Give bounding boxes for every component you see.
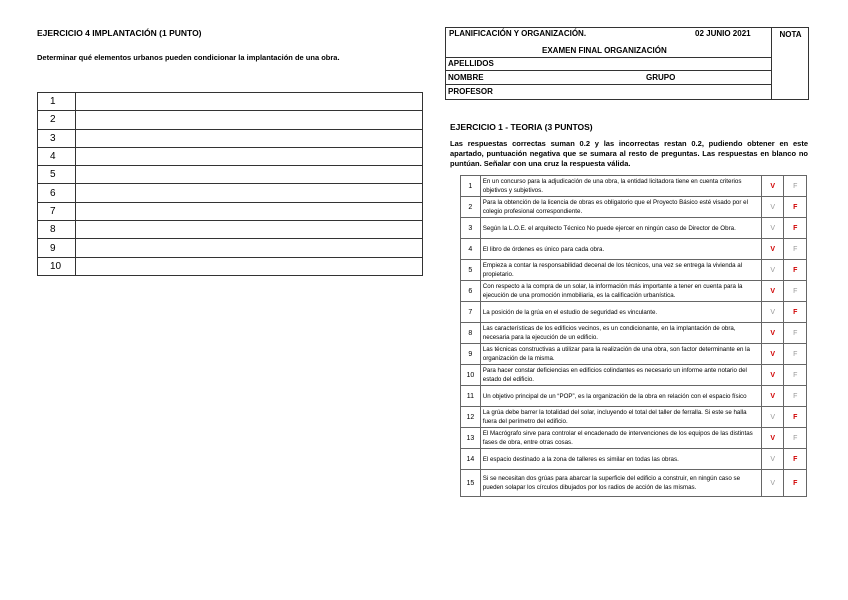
option-f-label: F: [793, 479, 798, 487]
question-number: 1: [461, 176, 481, 197]
nombre-label: NOMBRE: [448, 73, 484, 82]
option-f-cell[interactable]: [784, 344, 807, 365]
option-v-label: V: [770, 266, 775, 274]
question-row: [461, 176, 807, 197]
apellidos-row[interactable]: [446, 58, 771, 71]
question-row: [461, 365, 807, 386]
question-number: 5: [461, 260, 481, 281]
option-f-cell[interactable]: [784, 197, 807, 218]
answer-field[interactable]: [76, 93, 423, 111]
option-f-cell[interactable]: [784, 239, 807, 260]
question-text: El Macrógrafo sirve para controlar el encadenado de intervenciones de los equipos de las distintas fases de obra, entre otras cosas.: [480, 428, 761, 449]
answer-row: [38, 184, 423, 202]
option-v-cell[interactable]: [761, 449, 784, 470]
option-f-cell[interactable]: [784, 281, 807, 302]
answer-field[interactable]: [76, 184, 423, 202]
question-row: [461, 260, 807, 281]
option-f-cell[interactable]: [784, 470, 807, 497]
option-v-label: V: [770, 413, 775, 421]
question-table: [460, 175, 807, 497]
option-f-cell[interactable]: [784, 218, 807, 239]
option-f-cell[interactable]: [784, 449, 807, 470]
option-f-label: F: [793, 434, 798, 442]
option-f-label: F: [793, 245, 798, 253]
option-f-label: F: [793, 266, 798, 274]
nombre-row[interactable]: [446, 71, 771, 85]
answer-row-number: 1: [38, 93, 76, 111]
question-text: Empieza a contar la responsabilidad decenal de los técnicos, una vez se entrega la vivienda al propietario.: [480, 260, 761, 281]
answer-row-number: 10: [38, 257, 76, 275]
question-number: 3: [461, 218, 481, 239]
answer-row-number: 5: [38, 166, 76, 184]
question-text: El espacio destinado a la zona de talleres es similar en todas las obras.: [480, 449, 761, 470]
answer-row-number: 8: [38, 221, 76, 239]
question-text: Para hacer constar deficiencias en edificios colindantes es necesario un informe ante notario del estado del edificio.: [480, 365, 761, 386]
option-f-label: F: [793, 182, 798, 190]
option-f-label: F: [793, 350, 798, 358]
question-number: 12: [461, 407, 481, 428]
question-text: Con respecto a la compra de un solar, la información más importante a tener en cuenta para la ejecución de una promoción inmobiliaria, es la calificación urbanística.: [480, 281, 761, 302]
answer-row-number: 3: [38, 129, 76, 147]
exam-header: [445, 27, 809, 100]
course-title: PLANIFICACIÓN Y ORGANIZACIÓN.: [449, 29, 587, 38]
option-v-cell[interactable]: [761, 407, 784, 428]
option-v-label: V: [770, 434, 775, 442]
question-row: [461, 428, 807, 449]
option-f-label: F: [793, 203, 798, 211]
answer-field[interactable]: [76, 166, 423, 184]
answer-field[interactable]: [76, 239, 423, 257]
option-v-cell[interactable]: [761, 365, 784, 386]
question-number: 7: [461, 302, 481, 323]
apellidos-label: APELLIDOS: [448, 59, 494, 68]
question-row: [461, 197, 807, 218]
question-row: [461, 470, 807, 497]
profesor-label: PROFESOR: [448, 87, 493, 96]
header-title-row: [446, 28, 771, 58]
question-text: La grúa debe barrer la totalidad del solar, incluyendo el total del taller de ferralla. Si este se halla fuera del perímetro del edificio.: [480, 407, 761, 428]
option-v-cell[interactable]: [761, 323, 784, 344]
answer-row-number: 7: [38, 202, 76, 220]
question-number: 14: [461, 449, 481, 470]
answer-row-number: 4: [38, 147, 76, 165]
question-text: Si se necesitan dos grúas para abarcar la superficie del edificio a construir, en ningún caso se pueden solapar los círculos dibujados por los radios de acción de las mismas.: [480, 470, 761, 497]
option-f-cell[interactable]: [784, 407, 807, 428]
question-row: [461, 344, 807, 365]
option-v-label: V: [770, 479, 775, 487]
option-f-cell[interactable]: [784, 428, 807, 449]
answer-row-number: 9: [38, 239, 76, 257]
exercise-1-instructions: Las respuestas correctas suman 0.2 y las incorrectas restan 0.2, pudiendo obtener en este apartado, puntuación negativa que se sumara al resto de preguntas. Las respuestas en blanco no puntúan. Señalar con una cruz la respuesta válida.: [450, 139, 808, 168]
option-v-cell[interactable]: [761, 281, 784, 302]
option-f-cell[interactable]: [784, 386, 807, 407]
question-text: Un objetivo principal de un “POP”, es la organización de la obra en relación con el espacio físico: [480, 386, 761, 407]
answer-field[interactable]: [76, 129, 423, 147]
option-v-label: V: [770, 203, 775, 211]
question-row: [461, 323, 807, 344]
option-v-label: V: [770, 350, 775, 358]
answer-row: [38, 202, 423, 220]
answer-row-number: 6: [38, 184, 76, 202]
option-v-label: V: [770, 392, 775, 400]
answer-row: [38, 93, 423, 111]
option-v-label: V: [770, 245, 775, 253]
option-f-cell[interactable]: [784, 365, 807, 386]
exercise-4-title: EJERCICIO 4 IMPLANTACIÓN (1 PUNTO): [37, 28, 202, 38]
option-v-cell[interactable]: [761, 260, 784, 281]
answer-row: [38, 166, 423, 184]
question-text: El libro de órdenes es único para cada obra.: [480, 239, 761, 260]
question-number: 8: [461, 323, 481, 344]
option-f-label: F: [793, 287, 798, 295]
nota-box: NOTA: [771, 28, 809, 99]
option-f-label: F: [793, 413, 798, 421]
question-number: 6: [461, 281, 481, 302]
option-f-cell[interactable]: [784, 302, 807, 323]
answer-field[interactable]: [76, 147, 423, 165]
question-number: 15: [461, 470, 481, 497]
option-f-cell[interactable]: [784, 323, 807, 344]
option-v-label: V: [770, 308, 775, 316]
answer-row: [38, 111, 423, 129]
option-v-cell[interactable]: [761, 428, 784, 449]
answer-row-number: 2: [38, 111, 76, 129]
option-f-label: F: [793, 392, 798, 400]
exam-date: 02 JUNIO 2021: [695, 29, 751, 38]
question-text: Según la L.O.E. el arquitecto Técnico No puede ejercer en ningún caso de Director de Obra.: [480, 218, 761, 239]
option-v-cell[interactable]: [761, 470, 784, 497]
option-f-label: F: [793, 224, 798, 232]
option-v-label: V: [770, 287, 775, 295]
question-row: [461, 281, 807, 302]
option-v-cell[interactable]: [761, 386, 784, 407]
question-text: Para la obtención de la licencia de obras es obligatorio que el Proyecto Básico esté visado por el colegio profesional correspondiente.: [480, 197, 761, 218]
question-number: 9: [461, 344, 481, 365]
profesor-row[interactable]: [446, 85, 771, 99]
option-v-cell[interactable]: [761, 218, 784, 239]
question-number: 13: [461, 428, 481, 449]
question-row: [461, 218, 807, 239]
answer-table: [37, 92, 423, 276]
option-f-cell[interactable]: [784, 176, 807, 197]
option-v-cell[interactable]: [761, 197, 784, 218]
option-f-label: F: [793, 308, 798, 316]
option-v-label: V: [770, 371, 775, 379]
option-f-label: F: [793, 329, 798, 337]
question-number: 2: [461, 197, 481, 218]
question-text: Las características de los edificios vecinos, es un condicionante, en la implantación de obra, necesaria para la ejecución de un edificio.: [480, 323, 761, 344]
question-number: 11: [461, 386, 481, 407]
question-row: [461, 449, 807, 470]
question-number: 4: [461, 239, 481, 260]
exam-name: EXAMEN FINAL ORGANIZACIÓN: [542, 46, 667, 55]
option-v-label: V: [770, 455, 775, 463]
exercise-1-title: EJERCICIO 1 - TEORIA (3 PUNTOS): [450, 122, 593, 132]
question-text: La posición de la grúa en el estudio de seguridad es vinculante.: [480, 302, 761, 323]
option-v-cell[interactable]: [761, 239, 784, 260]
answer-field[interactable]: [76, 111, 423, 129]
question-row: [461, 239, 807, 260]
option-v-label: V: [770, 329, 775, 337]
option-v-label: V: [770, 182, 775, 190]
option-f-cell[interactable]: [784, 260, 807, 281]
question-row: [461, 302, 807, 323]
option-v-cell[interactable]: [761, 176, 784, 197]
answer-row: [38, 147, 423, 165]
exercise-4-question: Determinar qué elementos urbanos pueden condicionar la implantación de una obra.: [37, 53, 340, 62]
answer-field[interactable]: [76, 202, 423, 220]
option-f-label: F: [793, 371, 798, 379]
option-v-cell[interactable]: [761, 344, 784, 365]
question-text: Las técnicas constructivas a utilizar para la realización de una obra, son factor determinante en la organización de la misma.: [480, 344, 761, 365]
question-text: En un concurso para la adjudicación de una obra, la entidad licitadora tiene en cuenta criterios objetivos y subjetivos.: [480, 176, 761, 197]
option-v-label: V: [770, 224, 775, 232]
answer-row: [38, 257, 423, 275]
question-number: 10: [461, 365, 481, 386]
answer-field[interactable]: [76, 221, 423, 239]
grupo-label: GRUPO: [646, 73, 676, 82]
question-row: [461, 386, 807, 407]
question-row: [461, 407, 807, 428]
option-f-label: F: [793, 455, 798, 463]
option-v-cell[interactable]: [761, 302, 784, 323]
answer-row: [38, 129, 423, 147]
answer-field[interactable]: [76, 257, 423, 275]
answer-row: [38, 239, 423, 257]
answer-row: [38, 221, 423, 239]
